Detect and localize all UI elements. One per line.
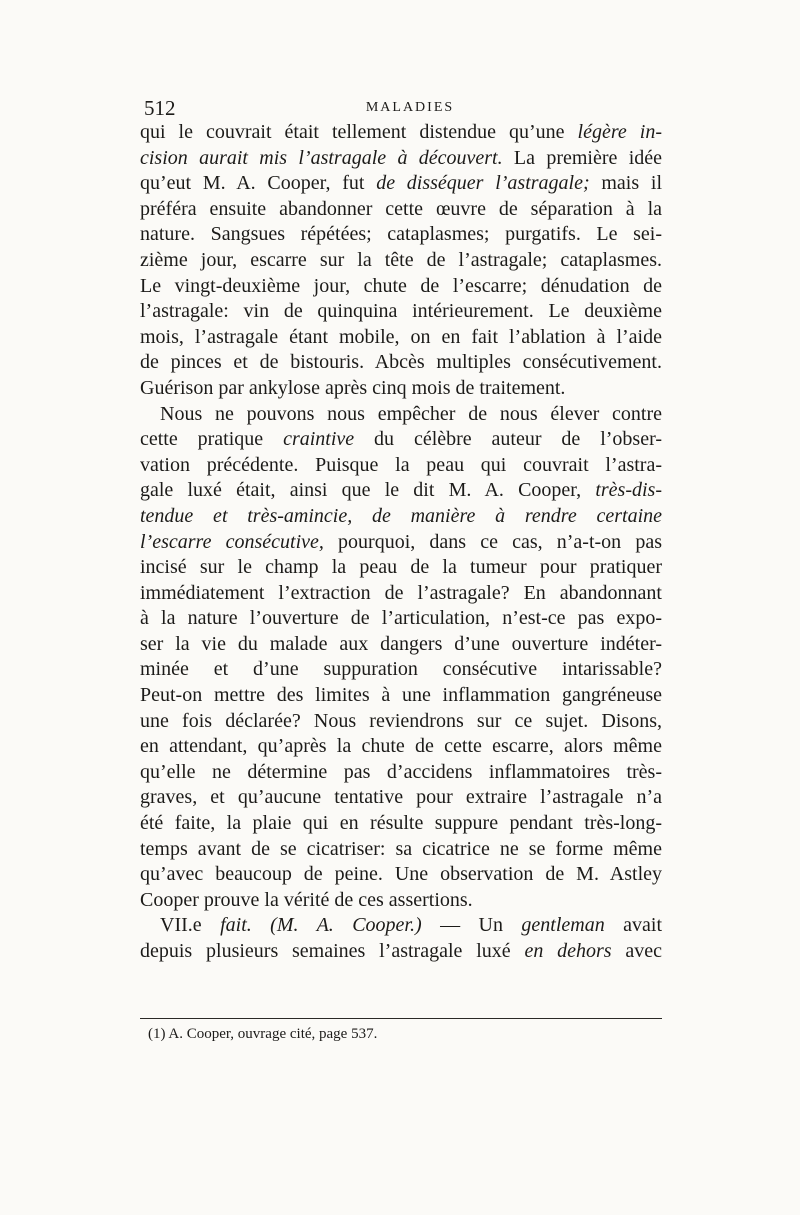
italic-text: l’escarre consécutive,: [140, 530, 324, 553]
text-line: [140, 555, 662, 581]
text-segment: pourquoi, dans ce cas, n’a-t-on pas: [323, 530, 662, 553]
text-line: [140, 530, 662, 556]
text-segment: qu’elle ne détermine pas d’accidens inflammatoires très-: [140, 760, 662, 783]
text-line: [140, 683, 662, 709]
text-segment: temps avant de se cicatriser: sa cicatrice ne se forme même: [140, 837, 662, 860]
text-line: [140, 171, 662, 197]
text-segment: préféra ensuite abandonner cette œuvre de séparation à la: [140, 197, 662, 220]
text-line: [140, 120, 662, 146]
italic-text: très-dis-: [595, 479, 662, 502]
text-line: [140, 197, 662, 223]
text-segment: en attendant, qu’après la chute de cette escarre, alors même: [140, 735, 662, 758]
text-segment: — Un: [421, 914, 522, 937]
text-line: [140, 427, 662, 453]
text-segment: vation précédente. Puisque la peau qui couvrait l’astra-: [140, 453, 662, 476]
text-segment: qu’eut M. A. Cooper, fut: [140, 172, 377, 195]
page-number: 512: [144, 96, 176, 120]
text-line: [140, 657, 662, 683]
text-segment: cette pratique: [140, 428, 284, 451]
text-line: [140, 453, 662, 479]
text-segment: depuis plusieurs semaines l’astragale luxé: [140, 940, 525, 962]
text-line: [140, 248, 662, 274]
running-title: MALADIES: [365, 100, 455, 115]
italic-text: craintive: [283, 428, 355, 451]
text-line: [140, 632, 662, 658]
italic-text: gentleman: [521, 914, 605, 937]
text-segment: Nous ne pouvons nous empêcher de nous élever contre: [160, 402, 662, 425]
body-text: [140, 120, 662, 965]
text-line: [140, 606, 662, 632]
text-segment: Guérison par ankylose après cinq mois de traitement.: [140, 376, 566, 399]
text-segment: zième jour, escarre sur la tête de l’astragale; cataplasmes.: [140, 248, 662, 271]
text-segment: incisé sur le champ la peau de la tumeur pour pratiquer: [140, 556, 662, 579]
text-segment: avec: [611, 940, 662, 962]
text-segment: ser la vie du malade aux dangers d’une ouverture indéter-: [140, 632, 662, 655]
text-segment: Cooper prouve la vérité de ces assertions.: [140, 888, 473, 911]
text-segment: minée et d’une suppuration consécutive intarissable?: [140, 658, 662, 681]
text-line: [140, 760, 662, 786]
footnote: (1) A. Cooper, ouvrage cité, page 537.: [148, 1026, 378, 1042]
text-line: [140, 709, 662, 735]
text-segment: du célèbre auteur de l’obser-: [354, 428, 662, 451]
text-segment: nature. Sangsues répétées; cataplasmes; purgatifs. Le sei-: [140, 223, 662, 246]
text-line: [140, 862, 662, 888]
italic-text: de disséquer l’astragale;: [376, 172, 590, 195]
text-line: [140, 478, 662, 504]
text-line: [140, 888, 662, 914]
text-segment: Peut-on mettre des limites à une inflammation gangréneuse: [140, 684, 662, 707]
text-line: [140, 785, 662, 811]
text-line: [140, 837, 662, 863]
text-segment: de pinces et de bistouris. Abcès multiples consécutivement.: [140, 351, 662, 374]
text-segment: l’astragale: vin de quinquina intérieurement. Le deuxième: [140, 300, 662, 323]
text-segment: qu’avec beaucoup de peine. Une observation de M. Astley: [140, 863, 662, 886]
text-segment: immédiatement l’extraction de l’astragale? En abandonnant: [140, 581, 662, 604]
text-line: [140, 222, 662, 248]
text-line: [140, 913, 662, 939]
footnote-rule: [140, 1018, 662, 1019]
text-segment: été faite, la plaie qui en résulte suppure pendant très-long-: [140, 812, 662, 835]
text-segment: graves, et qu’aucune tentative pour extraire l’astragale n’a: [140, 786, 662, 809]
text-line: [140, 581, 662, 607]
text-line: [140, 939, 662, 965]
italic-text: fait. (M. A. Cooper.): [220, 914, 422, 937]
text-line: [140, 402, 662, 428]
text-segment: une fois déclarée? Nous reviendrons sur ce sujet. Disons,: [140, 709, 662, 732]
text-line: [140, 146, 662, 172]
text-line: [140, 811, 662, 837]
text-segment: mois, l’astragale étant mobile, on en fait l’ablation à l’aide: [140, 325, 662, 348]
text-line: [140, 504, 662, 530]
text-segment: La première idée: [502, 146, 662, 169]
text-segment: VII.e: [160, 914, 221, 937]
page-header: [140, 96, 680, 122]
text-line: [140, 325, 662, 351]
text-segment: qui le couvrait était tellement distendue qu’une: [140, 121, 578, 143]
text-line: [140, 274, 662, 300]
text-line: [140, 299, 662, 325]
text-segment: gale luxé était, ainsi que le dit M. A. Cooper,: [140, 479, 596, 502]
text-line: [140, 734, 662, 760]
text-segment: Le vingt-deuxième jour, chute de l’escarre; dénudation de: [140, 274, 662, 297]
italic-text: tendue et très-amincie, de manière à rendre certaine: [140, 504, 662, 527]
italic-text: cision aurait mis l’astragale à découvert.: [140, 146, 503, 169]
text-segment: avait: [604, 914, 662, 937]
text-segment: mais il: [589, 172, 662, 195]
italic-text: en dehors: [524, 940, 612, 962]
italic-text: légère in-: [577, 121, 662, 143]
text-segment: à la nature l’ouverture de l’articulation, n’est-ce pas expo-: [140, 607, 662, 630]
text-line: [140, 350, 662, 376]
text-line: [140, 376, 662, 402]
